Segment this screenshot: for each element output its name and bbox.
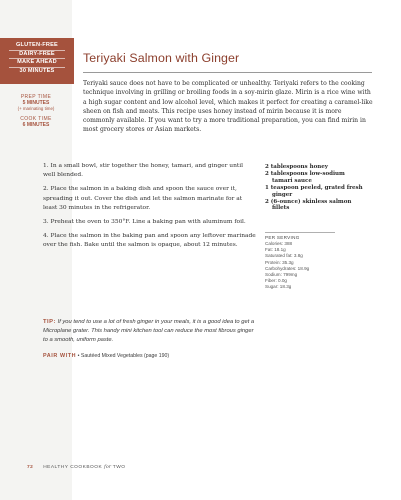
- instruction-step: 1. In a small bowl, stir together the honey, tamari, and ginger until well blended.: [43, 163, 244, 179]
- ingredient-item: 1 teaspoon peeled, grated fresh ginger: [265, 184, 363, 198]
- tip-text: If you tend to use a lot of fresh ginger in your meals, it is a good idea to get a Microplane grater. This handy mini kitchen tool can reduce the most fibrous ginger to a smooth, uniform paste.: [43, 319, 255, 343]
- ingredient-item: 2 tablespoons honey: [265, 164, 328, 170]
- pair-with-text: Sautéed Mixed Vegetables (page 190): [80, 353, 170, 359]
- instruction-step: 2. Place the salmon in a baking dish and spoon the sauce over it, spreading it out. Cover the dish and let the salmon marinate for at least 30 minutes in the refrigerator.: [43, 186, 243, 211]
- ingredient-list: [265, 164, 365, 213]
- tag-make-ahead: MAKE AHEAD: [9, 59, 65, 68]
- recipe-times: [0, 94, 72, 128]
- title-divider: [83, 72, 372, 73]
- book-title: HEALTHY COOKBOOK: [43, 465, 103, 470]
- tip-note: [43, 318, 258, 345]
- recipe-title: Teriyaki Salmon with Ginger: [83, 51, 240, 65]
- prep-time-note: (+ marinating time): [17, 106, 55, 112]
- book-title-two: TWO: [112, 465, 126, 470]
- ingredient-item: 2 (6-ounce) skinless salmon fillets: [265, 198, 352, 212]
- diet-tags-box: [0, 38, 74, 84]
- nutrition-row: Fat: 18.1g: [265, 247, 286, 253]
- prep-time-value: 5 MINUTES: [22, 100, 50, 107]
- nutrition-divider: [265, 232, 335, 233]
- pair-with-note: [43, 353, 263, 359]
- tag-dairy-free: DAIRY-FREE: [9, 51, 65, 60]
- tip-label: TIP:: [43, 319, 56, 325]
- nutrition-row: Saturated fat: 3.8g: [265, 253, 303, 259]
- instruction-step: 4. Place the salmon in the baking pan and spoon any leftover marinade over the fish. Bake until the salmon is opaque, about 12 minutes.: [43, 233, 256, 249]
- pair-with-label: PAIR WITH: [43, 353, 77, 359]
- nutrition-row: Carbohydrates: 18.9g: [265, 265, 310, 271]
- page-footer: [27, 465, 125, 470]
- pair-with-separator: •: [77, 353, 81, 359]
- instruction-list: [43, 162, 256, 256]
- tag-gluten-free: GLUTEN-FREE: [9, 42, 65, 51]
- nutrition-row: Protein: 35.3g: [265, 259, 294, 265]
- nutrition-row: Calories: 388: [265, 241, 293, 246]
- cook-time-value: 6 MINUTES: [22, 121, 50, 128]
- recipe-intro: Teriyaki sauce does not have to be complicated or unhealthy. Teriyaki refers to the cooking technique involving in grilling or broiling foods in a soy-mirin glaze. Mirin is a rice wine with a high sugar content and low alcohol level, which makes it perfect for creating a caramel-like sheen on fish and meats. This recipe uses honey instead of mirin because it is more commonly available. If you want to try a more traditional preparation, you can find mirin in most grocery stores or Asian markets.: [83, 80, 373, 134]
- nutrition-row: Fiber: 0.0g: [265, 278, 287, 284]
- tag-30-minutes: 30 MINUTES: [19, 67, 55, 74]
- prep-time-label: PREP TIME: [20, 94, 52, 100]
- nutrition-row: Sodium: 799mg: [265, 272, 298, 278]
- cook-time-label: COOK TIME: [20, 115, 52, 122]
- page-number: 72: [27, 465, 34, 470]
- nutrition-row: Sugar: 18.3g: [265, 284, 292, 290]
- ingredient-item: 2 tablespoons low-sodium tamari sauce: [265, 171, 345, 184]
- nutrition-facts: [265, 232, 335, 291]
- instruction-step: 3. Preheat the oven to 350°F. Line a baking pan with aluminum foil.: [43, 219, 246, 226]
- nutrition-header: PER SERVING: [265, 235, 300, 240]
- book-title-for: for: [104, 465, 112, 470]
